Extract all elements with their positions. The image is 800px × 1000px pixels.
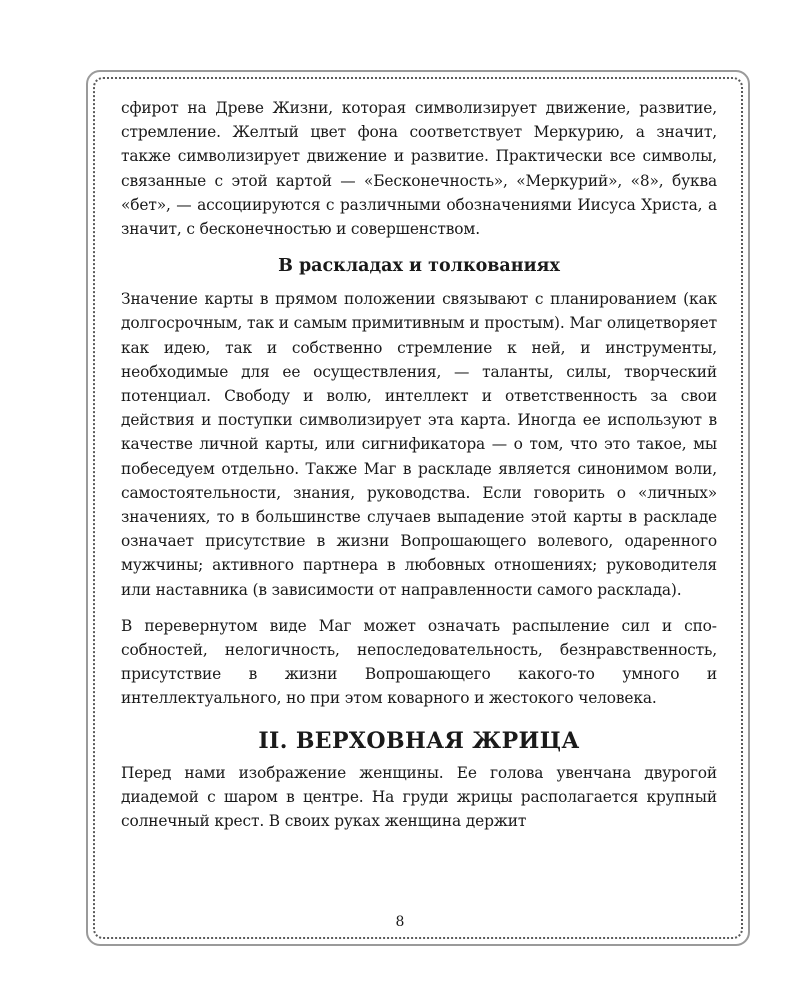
paragraph-upright-meaning: Значение карты в прямом положении связывают с планированием (как долгосрочным, так и самым примитивным и простым). Маг олицетворяет как идею, так и собственно стремление к ней, и инструменты, необходимые для ее осуществления, — таланты, силы, творческий потенциал. Свободу и волю, интеллект и ответственность за свои действия и поступки символизирует эта карта. Иногда ее используют в качестве личной карты, или сигнификатора — о том, что это такое, мы побеседуем отдельно. Также Маг в раскладе является синонимом воли, самостоятельности, знания, руководства. Если говорить о «личных» значениях, то в большинстве случаев выпадение этой карты в раскладе означает присутствие в жизни Вопрошающего волевого, одаренного мужчины; активного партнера в любовных отношениях; руководителя или наставника (в зависимости от направленности самого расклада). xyxy=(121,290,717,599)
paragraph-reversed-meaning: В перевернутом виде Маг может означать распыление сил и способностей, нелогичность, непоследовательность, безнравственность, присутствие в жизни Вопрошающего какого-то умного и интеллектуального, но при этом коварного и жестокого человека. xyxy=(121,616,717,708)
page-number: 8 xyxy=(395,914,405,930)
paragraph-sephirot: сфирот на Древе Жизни, которая символизирует движение, развитие, стремление. Желтый цвет фона соответствует Меркурию, а значит, также символизирует движение и развитие. Практически все символы, связанные с этой картой — «Бесконечность», «Меркурий», «8», буква «бет», — ассоциируются с различными обозначениями Иисуса Христа, а значит, с бесконечностью и совершенством. xyxy=(121,99,717,239)
chapter-heading: II. ВЕРХОВНАЯ ЖРИЦА xyxy=(258,727,580,754)
paragraph-high-priestess: Перед нами изображение женщины. Ее голова увенчана двурогой диадемой с шаром в центре. На груди жрицы располагается крупный солнечный крест. В своих руках женщина держит xyxy=(121,763,717,831)
page-content xyxy=(121,96,717,833)
section-heading: В раскладах и толкованиях xyxy=(278,256,560,277)
